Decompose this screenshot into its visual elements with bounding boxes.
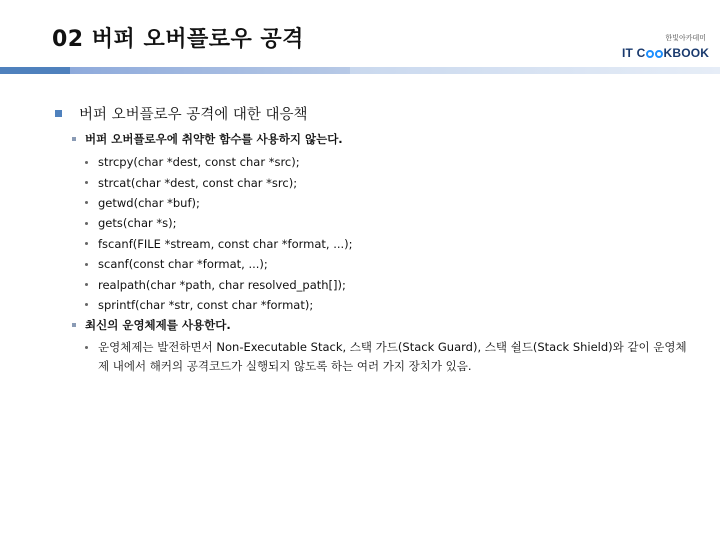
slide-title: 02 버퍼 오버플로우 공격	[52, 27, 304, 52]
list-item: strcpy(char *dest, const char *src);	[85, 152, 695, 172]
cookbook-o-icon	[655, 50, 663, 58]
bullet-dot-icon	[85, 161, 88, 164]
slide-content	[55, 103, 695, 376]
it-cookbook-logo	[620, 33, 716, 67]
bullet-dot-icon	[85, 242, 88, 245]
bullet-dot-icon	[85, 222, 88, 225]
section-heading-text: 버퍼 오버플로우에 취약한 함수를 사용하지 않는다.	[85, 132, 343, 146]
list-item: scanf(const char *format, ...);	[85, 254, 695, 274]
square-bullet-icon	[55, 110, 62, 117]
bullet-dot-icon	[85, 283, 88, 286]
os-protection-paragraph	[85, 338, 695, 376]
vulnerable-function-list	[85, 152, 695, 315]
paragraph-text: 운영체제는 발전하면서 Non-Executable Stack, 스택 가드(Stack Guard), 스택 쉴드(Stack Shield)와 같이 운영체제 내에서 해커의 공격코드가 실행되지 않도록 하는 여러 가지 장치가 있음.	[98, 340, 687, 374]
bullet-dot-icon	[85, 346, 88, 349]
list-item: fscanf(FILE *stream, const char *format, ...);	[85, 234, 695, 254]
cookbook-o-icon	[646, 50, 654, 58]
list-item: gets(char *s);	[85, 213, 695, 233]
small-square-bullet-icon	[72, 323, 76, 327]
logo-brand	[622, 46, 709, 60]
bullet-dot-icon	[85, 303, 88, 306]
list-item: strcat(char *dest, const char *src);	[85, 172, 695, 192]
list-item: getwd(char *buf);	[85, 193, 695, 213]
bullet-dot-icon	[85, 201, 88, 204]
section-heading	[72, 317, 695, 333]
section-heading	[72, 131, 695, 147]
section-heading-text: 최신의 운영체제를 사용한다.	[85, 318, 231, 333]
list-item: realpath(char *path, char resolved_path[]);	[85, 274, 695, 294]
main-heading	[55, 103, 695, 124]
bullet-dot-icon	[85, 263, 88, 266]
main-heading-text: 버퍼 오버플로우 공격에 대한 대응책	[79, 107, 308, 123]
logo-tagline: 한빛아카데미	[665, 34, 706, 42]
list-item: sprintf(char *str, const char *format);	[85, 295, 695, 315]
title-divider-bar	[0, 67, 720, 74]
bullet-dot-icon	[85, 181, 88, 184]
logo-brand-pre: IT C	[622, 46, 646, 60]
logo-brand-post: KBOOK	[663, 46, 710, 60]
small-square-bullet-icon	[72, 137, 76, 141]
